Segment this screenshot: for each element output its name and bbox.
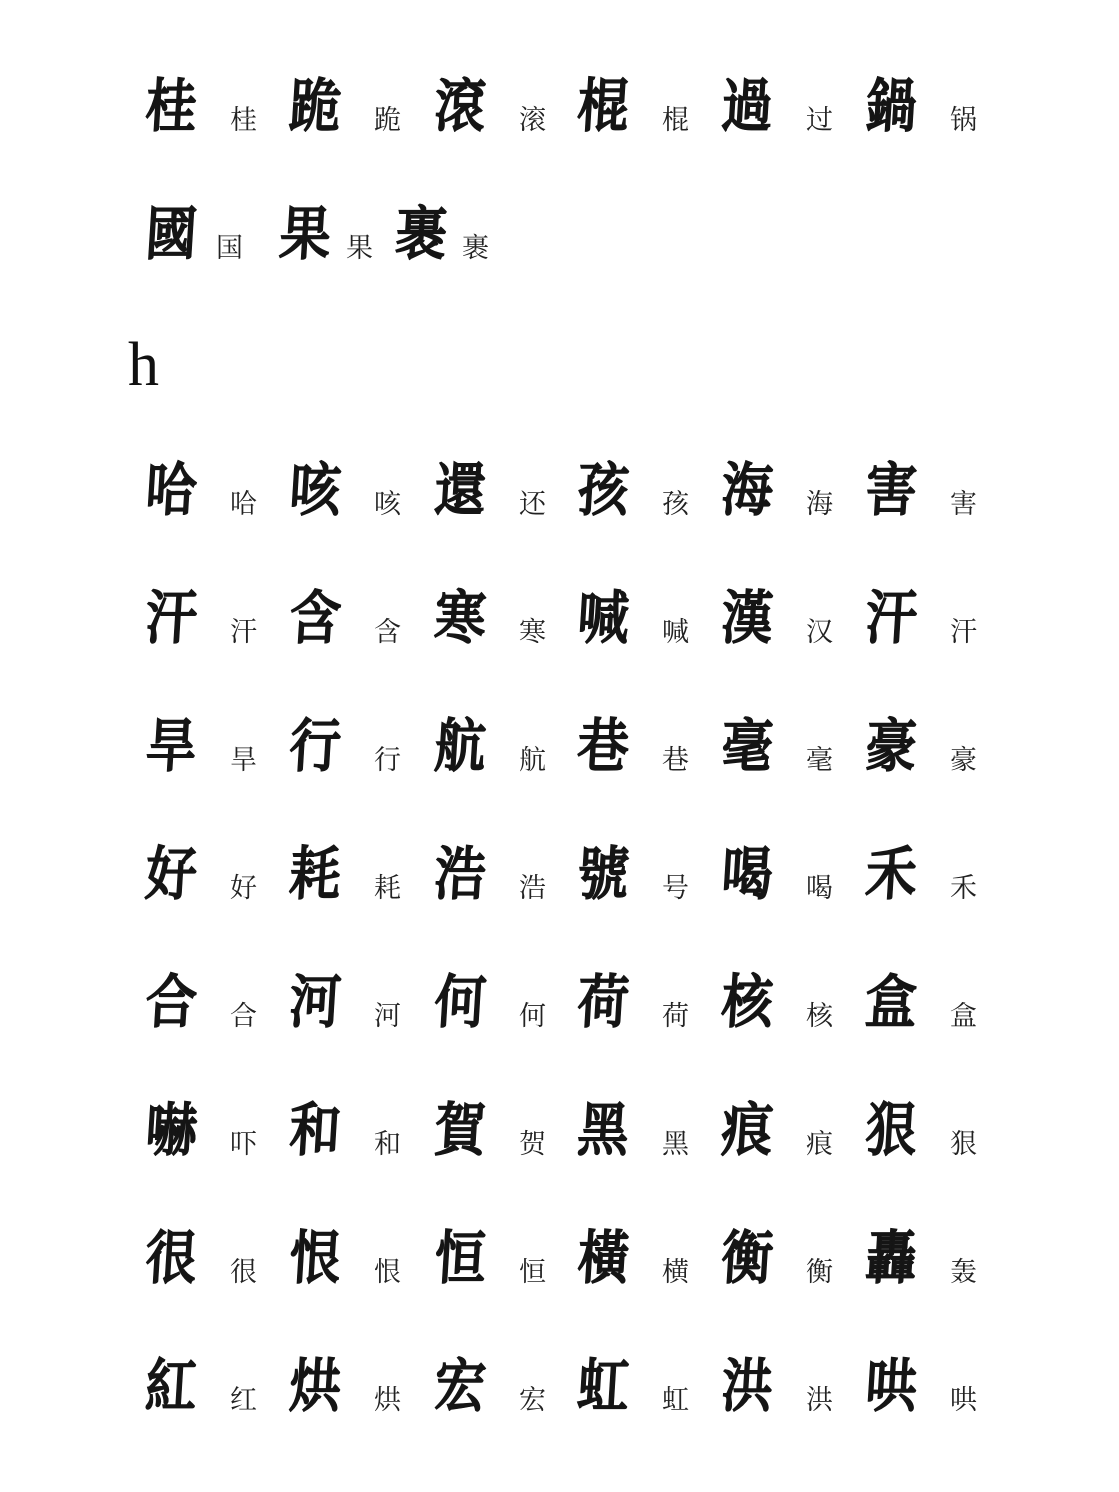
modern-character: 巷 — [662, 745, 689, 776]
char-pair — [575, 66, 720, 166]
char-pair — [287, 962, 432, 1062]
modern-character: 害 — [950, 489, 977, 520]
char-pair — [575, 834, 720, 934]
char-pair — [287, 450, 432, 550]
modern-character: 含 — [374, 617, 401, 648]
seal-character: 恒 — [432, 1224, 488, 1292]
modern-character: 轰 — [950, 1257, 977, 1288]
char-pair — [393, 194, 538, 294]
seal-character: 豪 — [863, 712, 919, 780]
modern-character: 锅 — [950, 105, 977, 136]
modern-character: 咳 — [374, 489, 401, 520]
char-pair — [287, 1346, 432, 1446]
modern-character: 宏 — [519, 1385, 546, 1416]
seal-character: 棍 — [575, 72, 631, 140]
modern-character: 行 — [374, 745, 401, 776]
char-pair — [575, 1218, 720, 1318]
seal-character: 哈 — [143, 456, 199, 524]
seal-character: 紅 — [143, 1352, 199, 1420]
modern-character: 痕 — [806, 1129, 833, 1160]
char-pair — [143, 1346, 288, 1446]
char-pair — [863, 578, 1008, 678]
char-row — [0, 706, 1119, 806]
modern-character: 豪 — [950, 745, 977, 776]
char-row — [0, 834, 1119, 934]
char-pair — [143, 450, 288, 550]
char-row — [0, 450, 1119, 550]
seal-character: 浩 — [432, 840, 488, 908]
modern-character: 毫 — [806, 745, 833, 776]
modern-character: 河 — [374, 1001, 401, 1032]
modern-character: 汗 — [230, 617, 257, 648]
seal-character: 盒 — [863, 968, 919, 1036]
modern-character: 过 — [806, 105, 833, 136]
seal-character: 烘 — [287, 1352, 343, 1420]
modern-character: 恨 — [374, 1257, 401, 1288]
char-row — [0, 962, 1119, 1062]
seal-character: 恨 — [287, 1224, 343, 1292]
seal-character: 汗 — [143, 584, 199, 652]
char-row — [0, 1218, 1119, 1318]
char-pair — [143, 1090, 288, 1190]
char-pair — [719, 578, 864, 678]
seal-character: 孩 — [575, 456, 631, 524]
char-row — [0, 1090, 1119, 1190]
seal-character: 核 — [719, 968, 775, 1036]
modern-character: 合 — [230, 1001, 257, 1032]
char-pair — [432, 1346, 577, 1446]
modern-character: 衡 — [806, 1257, 833, 1288]
modern-character: 虹 — [662, 1385, 689, 1416]
modern-character: 旱 — [230, 745, 257, 776]
seal-character: 寒 — [432, 584, 488, 652]
char-pair — [143, 578, 288, 678]
char-pair — [719, 834, 864, 934]
modern-character: 横 — [662, 1257, 689, 1288]
char-pair — [719, 66, 864, 166]
seal-character: 海 — [719, 456, 775, 524]
char-pair — [863, 962, 1008, 1062]
char-row — [0, 66, 1119, 166]
modern-character: 烘 — [374, 1385, 401, 1416]
char-pair — [432, 66, 577, 166]
seal-character: 荷 — [575, 968, 631, 1036]
seal-character: 喝 — [719, 840, 775, 908]
modern-character: 孩 — [662, 489, 689, 520]
char-pair — [863, 834, 1008, 934]
seal-character: 裹 — [393, 200, 449, 268]
seal-character: 害 — [863, 456, 919, 524]
seal-character: 漢 — [719, 584, 775, 652]
modern-character: 很 — [230, 1257, 257, 1288]
char-pair — [575, 578, 720, 678]
char-pair — [432, 1090, 577, 1190]
modern-character: 海 — [806, 489, 833, 520]
char-pair — [575, 962, 720, 1062]
modern-character: 国 — [216, 233, 243, 264]
seal-character: 喊 — [575, 584, 631, 652]
modern-character: 耗 — [374, 873, 401, 904]
char-pair — [432, 578, 577, 678]
char-pair — [575, 450, 720, 550]
char-pair — [143, 194, 288, 294]
seal-character: 過 — [719, 72, 775, 140]
modern-character: 汉 — [806, 617, 833, 648]
char-pair — [143, 1218, 288, 1318]
char-pair — [432, 834, 577, 934]
char-pair — [719, 706, 864, 806]
seal-character: 好 — [143, 840, 199, 908]
char-pair — [432, 706, 577, 806]
modern-character: 喊 — [662, 617, 689, 648]
char-pair — [575, 706, 720, 806]
modern-character: 好 — [230, 873, 257, 904]
modern-character: 汗 — [950, 617, 977, 648]
char-pair — [143, 834, 288, 934]
modern-character: 果 — [346, 233, 373, 264]
modern-character: 红 — [230, 1385, 257, 1416]
seal-character: 狠 — [863, 1096, 919, 1164]
char-pair — [143, 962, 288, 1062]
char-pair — [719, 1218, 864, 1318]
char-pair — [719, 1090, 864, 1190]
seal-character: 痕 — [719, 1096, 775, 1164]
char-pair — [719, 962, 864, 1062]
char-pair — [432, 1218, 577, 1318]
seal-character: 嚇 — [143, 1096, 199, 1164]
char-row — [0, 578, 1119, 678]
modern-character: 寒 — [519, 617, 546, 648]
seal-character: 河 — [287, 968, 343, 1036]
char-pair — [287, 1218, 432, 1318]
seal-character: 跪 — [287, 72, 343, 140]
modern-character: 浩 — [519, 873, 546, 904]
modern-character: 恒 — [519, 1257, 546, 1288]
modern-character: 跪 — [374, 105, 401, 136]
char-pair — [863, 66, 1008, 166]
modern-character: 棍 — [662, 105, 689, 136]
seal-character: 汗 — [863, 584, 919, 652]
modern-character: 核 — [806, 1001, 833, 1032]
seal-character: 和 — [287, 1096, 343, 1164]
char-pair — [575, 1346, 720, 1446]
seal-character: 航 — [432, 712, 488, 780]
seal-character: 含 — [287, 584, 343, 652]
char-pair — [719, 1346, 864, 1446]
seal-character: 禾 — [863, 840, 919, 908]
seal-character: 還 — [432, 456, 488, 524]
seal-character: 號 — [575, 840, 631, 908]
char-pair — [863, 1090, 1008, 1190]
section-letter-h: h — [128, 331, 159, 399]
modern-character: 号 — [662, 873, 689, 904]
char-pair — [575, 1090, 720, 1190]
char-pair — [432, 450, 577, 550]
modern-character: 哄 — [950, 1385, 977, 1416]
seal-character: 轟 — [863, 1224, 919, 1292]
char-pair — [863, 450, 1008, 550]
seal-character: 黑 — [575, 1096, 631, 1164]
seal-character: 衡 — [719, 1224, 775, 1292]
modern-character: 航 — [519, 745, 546, 776]
seal-character: 滾 — [432, 72, 488, 140]
modern-character: 滚 — [519, 105, 546, 136]
modern-character: 贺 — [519, 1129, 546, 1160]
char-pair — [432, 962, 577, 1062]
modern-character: 桂 — [230, 105, 257, 136]
seal-character: 毫 — [719, 712, 775, 780]
char-pair — [143, 706, 288, 806]
modern-character: 黑 — [662, 1129, 689, 1160]
seal-character: 虹 — [575, 1352, 631, 1420]
modern-character: 和 — [374, 1129, 401, 1160]
seal-character: 賀 — [432, 1096, 488, 1164]
seal-character: 橫 — [575, 1224, 631, 1292]
modern-character: 喝 — [806, 873, 833, 904]
char-pair — [287, 834, 432, 934]
seal-character: 旱 — [143, 712, 199, 780]
seal-character: 巷 — [575, 712, 631, 780]
seal-character: 果 — [277, 200, 333, 268]
seal-character: 合 — [143, 968, 199, 1036]
modern-character: 哈 — [230, 489, 257, 520]
seal-character: 鍋 — [863, 72, 919, 140]
char-row — [0, 194, 1119, 294]
modern-character: 何 — [519, 1001, 546, 1032]
char-pair — [863, 1346, 1008, 1446]
char-row — [0, 1346, 1119, 1446]
char-pair — [287, 706, 432, 806]
modern-character: 吓 — [230, 1129, 257, 1160]
modern-character: 荷 — [662, 1001, 689, 1032]
modern-character: 裹 — [462, 233, 489, 264]
seal-character: 桂 — [143, 72, 199, 140]
char-pair — [287, 578, 432, 678]
char-pair — [863, 1218, 1008, 1318]
seal-character: 耗 — [287, 840, 343, 908]
seal-character: 咳 — [287, 456, 343, 524]
seal-character: 洪 — [719, 1352, 775, 1420]
seal-character: 很 — [143, 1224, 199, 1292]
char-pair — [143, 66, 288, 166]
seal-character: 國 — [143, 200, 199, 268]
modern-character: 禾 — [950, 873, 977, 904]
seal-character: 哄 — [863, 1352, 919, 1420]
modern-character: 还 — [519, 489, 546, 520]
char-pair — [719, 450, 864, 550]
seal-character: 行 — [287, 712, 343, 780]
modern-character: 盒 — [950, 1001, 977, 1032]
modern-character: 洪 — [806, 1385, 833, 1416]
seal-character: 何 — [432, 968, 488, 1036]
char-pair — [287, 66, 432, 166]
modern-character: 狠 — [950, 1129, 977, 1160]
char-pair — [287, 1090, 432, 1190]
seal-character: 宏 — [432, 1352, 488, 1420]
char-pair — [863, 706, 1008, 806]
